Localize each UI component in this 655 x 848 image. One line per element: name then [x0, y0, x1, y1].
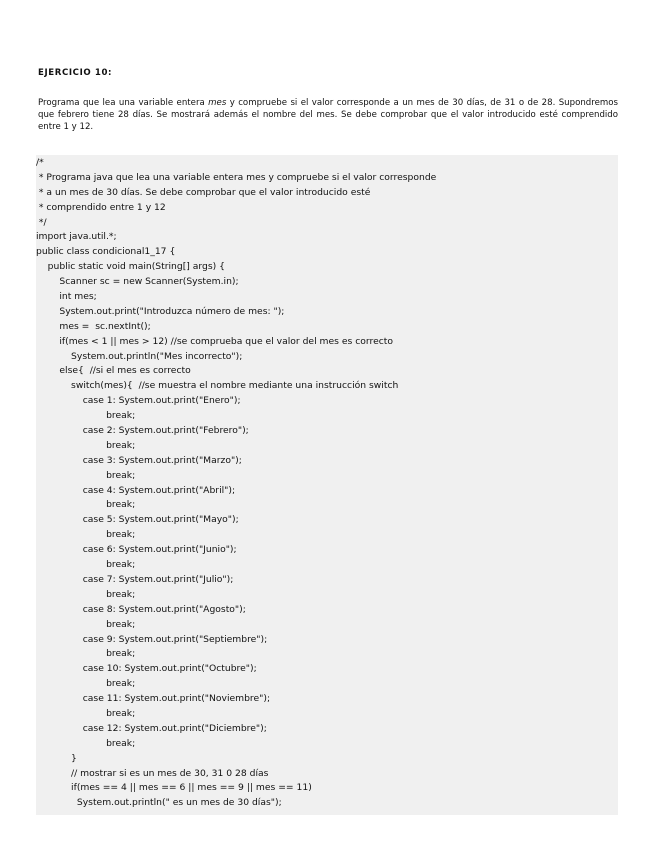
code-line: case 10: System.out.print("Octubre"); [36, 663, 257, 675]
code-line: break; [36, 439, 136, 451]
code-line: break; [36, 529, 136, 541]
code-line: case 11: System.out.print("Noviembre"); [36, 693, 271, 705]
intro-text-part1: Programa que lea una variable entera [38, 98, 209, 108]
code-line: case 4: System.out.print("Abril"); [36, 484, 236, 496]
code-line: System.out.print("Introduzca número de mes: "); [36, 305, 285, 317]
code-line: case 2: System.out.print("Febrero"); [36, 425, 249, 437]
code-line: break; [36, 648, 136, 660]
code-line: break; [36, 737, 136, 749]
code-line: mes = sc.nextInt(); [36, 320, 151, 332]
code-line: switch(mes){ //se muestra el nombre mediante una instrucción switch [36, 380, 399, 392]
code-line: public static void main(String[] args) { [36, 261, 226, 273]
code-line: break; [36, 410, 136, 422]
code-line: int mes; [36, 291, 97, 303]
code-block [36, 155, 618, 815]
code-line: break; [36, 618, 136, 630]
code-line: Scanner sc = new Scanner(System.in); [36, 276, 239, 288]
code-line: import java.util.*; [36, 231, 117, 243]
code-line: if(mes < 1 || mes > 12) //se comprueba que el valor del mes es correcto [36, 335, 394, 347]
code-line: break; [36, 559, 136, 571]
code-line: break; [36, 588, 136, 600]
code-line: * Programa java que lea una variable entera mes y compruebe si el valor corresponde [36, 171, 437, 183]
code-line: break; [36, 499, 136, 511]
code-line: System.out.println("Mes incorrecto"); [36, 350, 243, 362]
code-line: case 12: System.out.print("Diciembre"); [36, 722, 267, 734]
exercise-title: EJERCICIO 10: [38, 68, 113, 78]
code-line: } [36, 752, 77, 764]
code-line: case 6: System.out.print("Junio"); [36, 544, 237, 556]
code-line: if(mes == 4 || mes == 6 || mes == 9 || mes == 11) [36, 782, 312, 794]
code-line: case 9: System.out.print("Septiembre"); [36, 633, 268, 645]
code-line: case 3: System.out.print("Marzo"); [36, 454, 242, 466]
code-line: */ [36, 216, 47, 228]
code-line: else{ //si el mes es correcto [36, 365, 191, 377]
code-line: break; [36, 469, 136, 481]
code-line: break; [36, 707, 136, 719]
code-line: case 8: System.out.print("Agosto"); [36, 603, 246, 615]
code-line: // mostrar si es un mes de 30, 31 0 28 días [36, 767, 269, 779]
code-line: break; [36, 678, 136, 690]
code-line: * a un mes de 30 días. Se debe comprobar que el valor introducido esté [36, 186, 371, 198]
code-line: public class condicional1_17 { [36, 246, 176, 258]
code-line: /* [36, 157, 44, 168]
intro-variable-name: mes [208, 98, 227, 108]
code-line: case 1: System.out.print("Enero"); [36, 395, 241, 407]
code-line: * comprendido entre 1 y 12 [36, 201, 166, 213]
intro-text-part2: y compruebe si el valor corresponde a un mes de 30 días, de 31 o de 28. Supondremos que febrero tiene 28 días. Se mostrará además el nombre del mes. Se debe comprobar que el valor introducido esté comprendido entre 1 y 12. [38, 98, 618, 132]
code-line: case 7: System.out.print("Julio"); [36, 573, 234, 585]
code-line: case 5: System.out.print("Mayo"); [36, 514, 239, 526]
exercise-description [38, 97, 618, 133]
code-line: System.out.println(" es un mes de 30 días"); [36, 797, 282, 809]
